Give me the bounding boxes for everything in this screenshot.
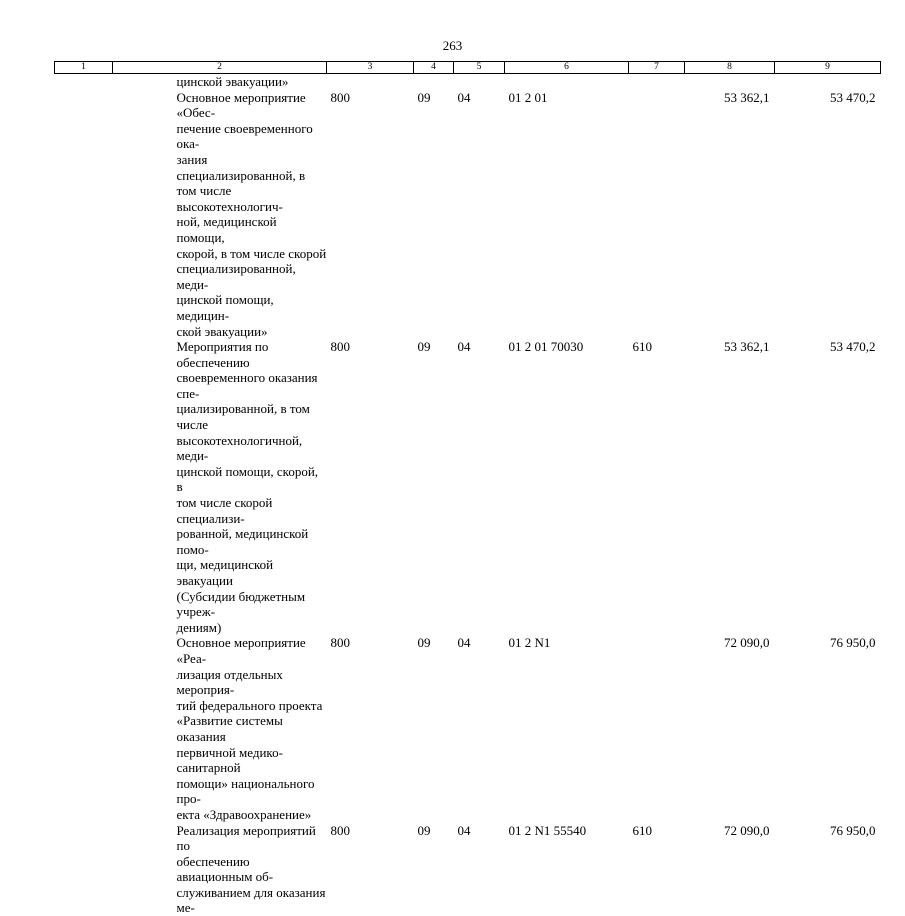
column-header-5: 5 bbox=[454, 62, 505, 74]
row-col7 bbox=[629, 90, 685, 340]
column-number-row bbox=[55, 62, 881, 74]
row-col5: 04 bbox=[454, 339, 505, 635]
row-col4: 09 bbox=[414, 90, 454, 340]
column-header-6: 6 bbox=[505, 62, 629, 74]
column-header-4: 4 bbox=[414, 62, 454, 74]
row-col7: 610 bbox=[629, 823, 685, 916]
page-number: 263 bbox=[0, 38, 905, 54]
column-header-8: 8 bbox=[685, 62, 775, 74]
continued-description: цинской эвакуации» bbox=[113, 74, 327, 90]
column-header-3: 3 bbox=[327, 62, 414, 74]
table-row bbox=[55, 823, 881, 916]
row-col6: 01 2 01 70030 bbox=[505, 339, 629, 635]
column-header-9: 9 bbox=[775, 62, 881, 74]
column-header-2: 2 bbox=[113, 62, 327, 74]
column-header-1: 1 bbox=[55, 62, 113, 74]
row-col4: 09 bbox=[414, 635, 454, 822]
table-row bbox=[55, 90, 881, 340]
row-col4: 09 bbox=[414, 339, 454, 635]
row-col8: 53 362,1 bbox=[685, 339, 775, 635]
row-col3: 800 bbox=[327, 90, 414, 340]
row-description: Основное мероприятие «Обес- печение своевременного ока- зания специализированной, в том числе высокотехнологич- ной, медицинской помощи, скорой, в том числе скорой специализированной, меди- цинской помощи, медицин- ской эвакуации» bbox=[113, 90, 327, 340]
row-col3: 800 bbox=[327, 339, 414, 635]
row-col3: 800 bbox=[327, 635, 414, 822]
row-col4: 09 bbox=[414, 823, 454, 916]
row-description: Мероприятия по обеспечению своевременного оказания спе- циализированной, в том числе высокотехнологичной, меди- цинской помощи, скорой, в том числе скорой специализи- рованной, медицинской помо- щи, медицинской эвакуации (Субсидии бюджетным учреж- дениям) bbox=[113, 339, 327, 635]
row-col6: 01 2 N1 bbox=[505, 635, 629, 822]
row-col8: 53 362,1 bbox=[685, 90, 775, 340]
row-col3: 800 bbox=[327, 823, 414, 916]
column-header-7: 7 bbox=[629, 62, 685, 74]
row-col5: 04 bbox=[454, 635, 505, 822]
row-col7: 610 bbox=[629, 339, 685, 635]
row-col6: 01 2 N1 55540 bbox=[505, 823, 629, 916]
row-col6: 01 2 01 bbox=[505, 90, 629, 340]
row-description: Основное мероприятие «Реа- лизация отдельных мероприя- тий федерального проекта «Развитие системы оказания первичной медико-санитарной помощи» национального про- екта «Здравоохранение» bbox=[113, 635, 327, 822]
table-row bbox=[55, 635, 881, 822]
row-col9: 76 950,0 bbox=[775, 635, 881, 822]
row-col9: 53 470,2 bbox=[775, 90, 881, 340]
row-col7 bbox=[629, 635, 685, 822]
row-col9: 76 950,0 bbox=[775, 823, 881, 916]
budget-table bbox=[54, 61, 881, 916]
row-col8: 72 090,0 bbox=[685, 635, 775, 822]
row-description: Реализация мероприятий по обеспечению авиационным об- служиванием для оказания ме- bbox=[113, 823, 327, 916]
row-col8: 72 090,0 bbox=[685, 823, 775, 916]
table-row bbox=[55, 339, 881, 635]
row-col5: 04 bbox=[454, 823, 505, 916]
row-col9: 53 470,2 bbox=[775, 339, 881, 635]
row-col5: 04 bbox=[454, 90, 505, 340]
table-row-continued bbox=[55, 74, 881, 90]
